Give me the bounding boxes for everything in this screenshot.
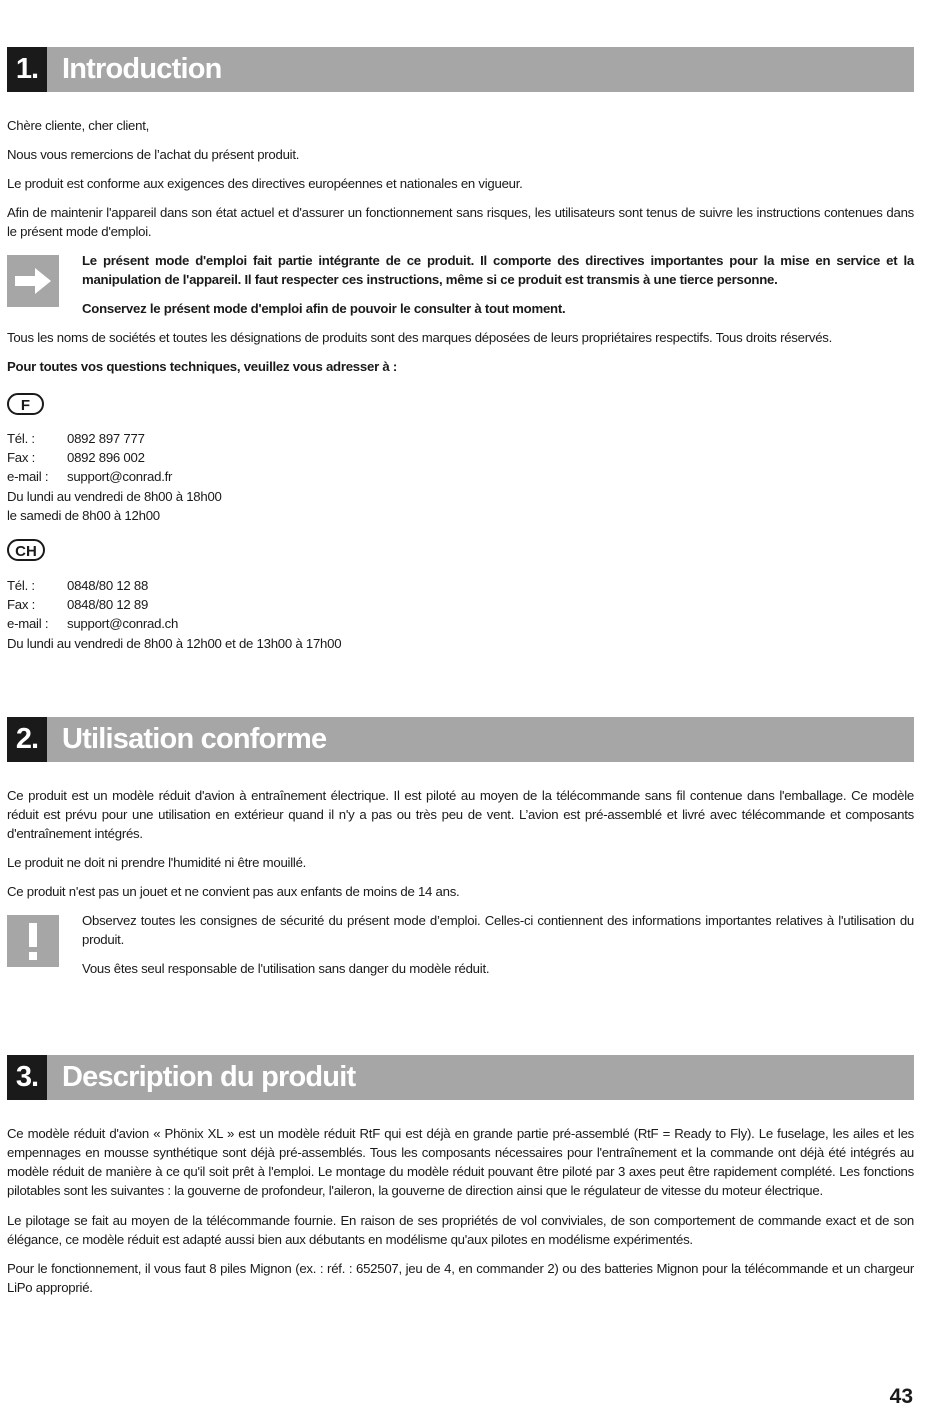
section-title: Description du produit (62, 1061, 356, 1093)
section-number: 2. (7, 717, 47, 762)
fax-label: Fax : (7, 450, 36, 466)
country-badge-france: F (7, 393, 44, 415)
tel-value: 0848/80 12 88 (67, 578, 149, 593)
section-number: 3. (7, 1055, 47, 1100)
fax-value: 0848/80 12 89 (67, 597, 149, 613)
intro-contact-heading: Pour toutes vos questions techniques, veuillez vous adresser à : (7, 359, 397, 374)
usage-description: Ce produit est un modèle réduit d'avion à entraînement électrique. Il est piloté au moyen de la télécommande sans fil contenue dans l'emballage. Ce modèle réduit est prévu pour une utilisation en extérieur quand il n'y a pas ou très peu de vent. L’avion est pré-assemblé et livré avec télécommande et composants d'entraînement intégrés. (7, 788, 914, 841)
section-header-description (7, 1055, 914, 1100)
email-label: e-mail : (7, 469, 49, 485)
usage-note-responsibility: Vous êtes seul responsable de l'utilisation sans danger du modèle réduit. (82, 961, 490, 976)
tel-label: Tél. : (7, 578, 35, 593)
fax-value: 0892 896 002 (67, 450, 145, 466)
usage-not-toy: Ce produit n'est pas un jouet et ne convient pas aux enfants de moins de 14 ans. (7, 884, 460, 899)
page-number: 43 (889, 1385, 913, 1408)
usage-note-safety: Observez toutes les consignes de sécurité du présent mode d’emploi. Celles-ci contiennent des informations importantes relatives à l'utilisation du produit. (82, 913, 914, 947)
hours-weekday: Du lundi au vendredi de 8h00 à 18h00 (7, 488, 222, 504)
section-number: 1. (7, 47, 47, 92)
email-label: e-mail : (7, 616, 49, 632)
usage-humidity: Le produit ne doit ni prendre l'humidité ni être mouillé. (7, 855, 307, 870)
intro-trademarks: Tous les noms de sociétés et toutes les désignations de produits sont des marques déposées de leurs propriétaires respectifs. Tous droits réservés. (7, 330, 833, 345)
hours-weekday: Du lundi au vendredi de 8h00 à 12h00 et de 13h00 à 17h00 (7, 635, 342, 651)
section-title: Introduction (62, 53, 222, 85)
intro-note-keep: Conservez le présent mode d'emploi afin de pouvoir le consulter à tout moment. (82, 301, 566, 316)
fax-label: Fax : (7, 597, 36, 613)
arrow-right-icon (7, 255, 59, 307)
email-value: support@conrad.ch (67, 616, 179, 632)
description-overview: Ce modèle réduit d'avion « Phönix XL » est un modèle réduit RtF qui est déjà en grande partie pré-assemblé (RtF = Ready to Fly). Le fuselage, les ailes et les empennages en mousse synthétique sont déjà pré-assemblés. Tous les composants nécessaires pour l'entraînement et la commande ont déjà été intégrés au modèle réduit de manière à ce qu'il soit prêt à l'emploi. Le montage du modèle réduit pouvant être piloté par 3 axes peut être rapidement complété. Les fonctions pilotables sont les suivantes : la gouverne de profondeur, l'aileron, la gouverne de direction ainsi que le régulateur de vitesse du moteur électrique. (7, 1126, 914, 1198)
tel-value: 0892 897 777 (67, 431, 145, 446)
hours-saturday: le samedi de 8h00 à 12h00 (7, 507, 160, 523)
tel-label: Tél. : (7, 431, 35, 446)
intro-instructions: Afin de maintenir l'appareil dans son état actuel et d'assurer un fonctionnement sans risques, les utilisateurs sont tenus de suivre les instructions contenues dans le présent mode d'emploi. (7, 205, 914, 239)
intro-thanks: Nous vous remercions de l’achat du présent produit. (7, 147, 300, 162)
description-piloting: Le pilotage se fait au moyen de la télécommande fournie. En raison de ses propriétés de vol conviviales, de son comportement de commande exact et de son élégance, ce modèle réduit est adapté aussi bien aux débutants en modélisme qu'aux pilotes en modélisme expérimentés. (7, 1213, 914, 1247)
section-header-introduction (7, 47, 914, 92)
contact-block-france (7, 429, 222, 525)
intro-conformity: Le produit est conforme aux exigences des directives européennes et nationales en vigueur. (7, 176, 523, 191)
country-badge-switzerland: CH (7, 539, 45, 561)
email-value: support@conrad.fr (67, 469, 173, 485)
intro-note-important: Le présent mode d'emploi fait partie intégrante de ce produit. Il comporte des directives importantes pour la mise en service et la manipulation de l'appareil. Il faut respecter ces instructions, même si ce produit est transmis à une tierce personne. (82, 253, 914, 287)
intro-greeting: Chère cliente, cher client, (7, 118, 150, 133)
section-title: Utilisation conforme (62, 723, 327, 755)
exclamation-icon (7, 915, 59, 967)
description-batteries: Pour le fonctionnement, il vous faut 8 piles Mignon (ex. : réf. : 652507, jeu de 4, en commander 2) ou des batteries Mignon pour la télécommande et un chargeur LiPo approprié. (7, 1261, 914, 1295)
section-header-usage (7, 717, 914, 762)
contact-block-switzerland (7, 576, 341, 653)
